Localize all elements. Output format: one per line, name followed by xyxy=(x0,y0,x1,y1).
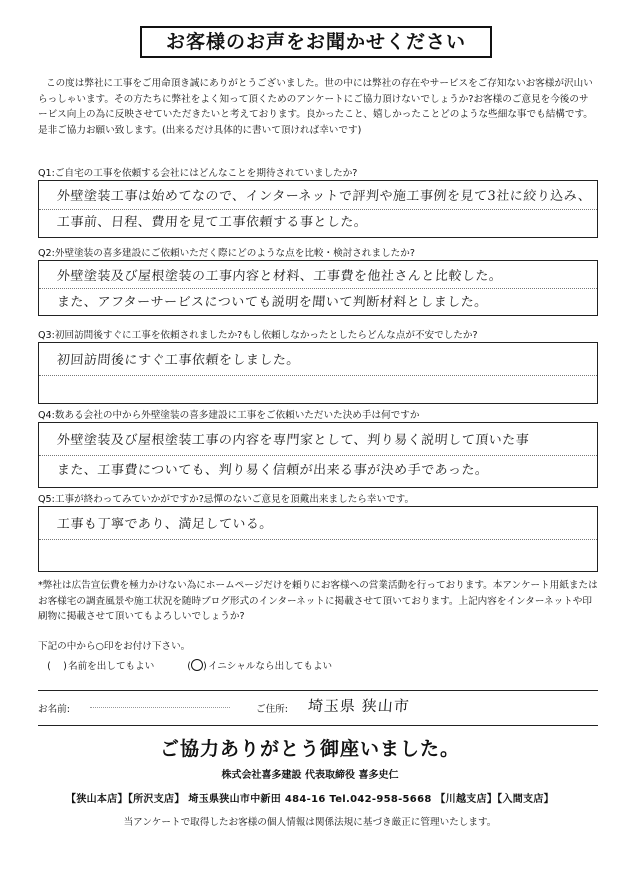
name-label: お名前: xyxy=(38,704,71,715)
answer-4-line-2: また、工事費についても、判り易く信頼が出来る事が決め手であった。 xyxy=(56,463,490,478)
answer-line xyxy=(39,288,597,289)
question-4-label: Q4:数ある会社の中から外壁塗装の喜多建設に工事をご依頼いただいた決め手は何ですか xyxy=(38,410,420,421)
question-3-label: Q3:初回訪問後すぐに工事を依頼されましたか?もし依頼しなかったとしたらどんな点が不安でしたか? xyxy=(38,330,478,341)
company-name: 株式会社喜多建設 代表取締役 喜多史仁 xyxy=(221,770,399,781)
answer-1-line-2: 工事前、日程、費用を見て工事依頼する事とした。 xyxy=(56,215,368,230)
contact-form-row xyxy=(38,690,598,726)
selected-circle-mark xyxy=(191,659,203,671)
publication-consent-note: *弊社は広告宣伝費を極力かけない為にホームページだけを頼りにお客様への営業活動を行っております。本アンケート用紙またはお客様宅の調査風景や施工状況を随時ブログ形式のインターネットに掲載させて頂いております。上記内容をインターネットや印刷物に掲載させて頂いてもよろしいでしょうか? xyxy=(38,580,598,622)
thanks-message: ご協力ありがとう御座いました。 xyxy=(159,738,460,760)
option-name[interactable] xyxy=(46,658,154,672)
answer-line xyxy=(39,209,597,210)
privacy-notice: 当アンケートで取得したお客様の個人情報は関係法規に基づき厳正に管理いたします。 xyxy=(123,817,497,828)
answer-line xyxy=(39,375,597,376)
question-1-label: Q1:ご自宅の工事を依頼する会社にはどんなことを期待されていましたか? xyxy=(38,168,358,179)
answer-2-line-1: 外壁塗装及び屋根塗装の工事内容と材料、工事費を他社さんと比較した。 xyxy=(56,269,503,284)
name-field[interactable] xyxy=(90,707,230,709)
answer-box-4 xyxy=(38,422,598,488)
answer-1-line-1: 外壁塗装工事は始めてなので、インターネットで評判や施工事例を見て3社に絞り込み、 xyxy=(56,189,593,204)
answer-line xyxy=(39,539,597,540)
option-initial-label: イニシャルなら出してもよい xyxy=(208,661,333,672)
answer-box-1 xyxy=(38,180,598,238)
option-name-label: 名前を出してもよい xyxy=(68,661,155,672)
answer-5-line-1: 工事も丁寧であり、満足している。 xyxy=(56,517,274,532)
option-name-checkbox[interactable]: ( ) xyxy=(47,661,67,672)
answer-box-2 xyxy=(38,260,598,316)
choice-prompt: 下記の中から○印をお付け下さい。 xyxy=(38,641,191,652)
option-initial-checkbox[interactable]: ( ) xyxy=(187,661,207,672)
answer-box-3 xyxy=(38,342,598,404)
intro-text: この度は弊社に工事をご用命頂き誠にありがとうございました。世の中には弊社の存在やサービスをご存知ないお客様が沢山いらっしゃいます。その方たちに弊社をよく知って頂くためのアンケートにご協力頂けないでしょうか?お客様のご意見を今後のサービス向上の為に反映させていただきたいと考えております。良かったこと、嬉しかったことどのような些細な事でも結構です。是非ご協力お願い致します。(出来るだけ具体的に書いて頂ければ幸いです) xyxy=(38,78,593,136)
question-5-label: Q5:工事が終わってみていかがですか?忌憚のないご意見を頂戴出来ましたら幸いです。 xyxy=(38,494,415,505)
address-field[interactable]: 埼玉県 狭山市 xyxy=(307,697,411,715)
question-2-label: Q2:外壁塗装の喜多建設にご依頼いただく際にどのような点を比較・検討されましたか? xyxy=(38,248,415,259)
page-title: お客様のお声をお聞かせください xyxy=(140,26,492,58)
option-initial[interactable] xyxy=(186,658,332,672)
answer-box-5 xyxy=(38,506,598,572)
answer-3-line-1: 初回訪問後にすぐ工事依頼をしました。 xyxy=(56,353,301,368)
answer-2-line-2: また、アフターサービスについても説明を聞いて判断材料としました。 xyxy=(56,295,489,310)
branch-info: 【狭山本店】【所沢支店】 埼玉県狭山市中新田 484-16 Tel.042-958-5668 【川越支店】【入間支店】 xyxy=(66,794,554,805)
answer-line xyxy=(39,455,597,456)
address-label: ご住所: xyxy=(256,704,289,715)
answer-4-line-1: 外壁塗装及び屋根塗装工事の内容を専門家として、判り易く説明して頂いた事 xyxy=(56,433,530,448)
